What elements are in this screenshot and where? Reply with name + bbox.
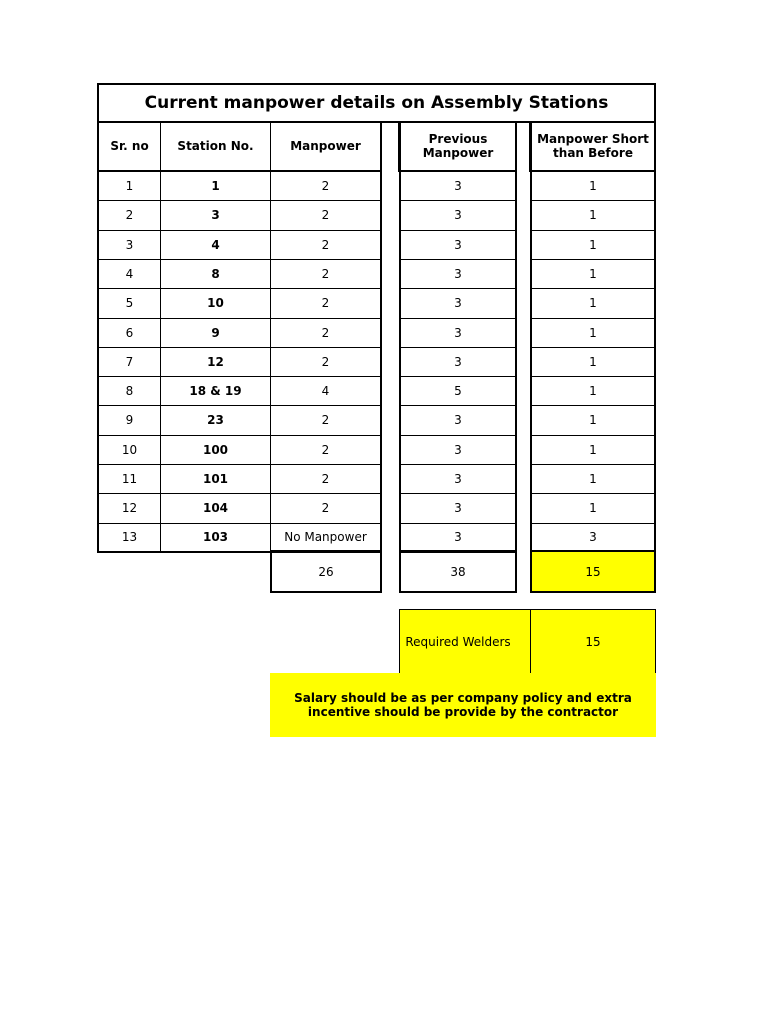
cell-station-no: 103 (160, 523, 271, 553)
cell-previous: 5 (399, 376, 517, 406)
cell-sr-no: 4 (97, 259, 161, 289)
cell-station-no: 101 (160, 464, 271, 494)
cell-manpower: 2 (270, 259, 382, 289)
required-welders-gap (516, 609, 531, 674)
cell-previous: 3 (399, 347, 517, 377)
header-manpower-short: Manpower Short than Before (530, 122, 656, 172)
header-gap-2 (516, 122, 531, 172)
cell-station-no: 8 (160, 259, 271, 289)
header-previous-manpower: Previous Manpower (399, 122, 517, 172)
required-welders-value: 15 (530, 609, 656, 674)
header-sr-no: Sr. no (97, 122, 161, 172)
cell-manpower: 4 (270, 376, 382, 406)
cell-previous: 3 (399, 200, 517, 231)
cell-manpower: 2 (270, 318, 382, 348)
cell-sr-no: 3 (97, 230, 161, 260)
cell-manpower: 2 (270, 171, 382, 201)
cell-manpower-short: 3 (530, 523, 656, 553)
header-manpower: Manpower (270, 122, 382, 172)
cell-manpower-short: 1 (530, 288, 656, 319)
cell-sr-no: 9 (97, 405, 161, 436)
cell-station-no: 1 (160, 171, 271, 201)
cell-previous: 3 (399, 405, 517, 436)
cell-manpower: No Manpower (270, 523, 382, 553)
cell-manpower: 2 (270, 405, 382, 436)
cell-station-no: 4 (160, 230, 271, 260)
cell-manpower: 2 (270, 347, 382, 377)
cell-sr-no: 12 (97, 493, 161, 524)
cell-station-no: 104 (160, 493, 271, 524)
cell-previous: 3 (399, 435, 517, 465)
total-previous-manpower: 38 (399, 550, 517, 593)
header-station-no: Station No. (160, 122, 271, 172)
cell-station-no: 100 (160, 435, 271, 465)
cell-manpower-short: 1 (530, 405, 656, 436)
cell-manpower: 2 (270, 200, 382, 231)
cell-sr-no: 6 (97, 318, 161, 348)
cell-manpower-short: 1 (530, 347, 656, 377)
cell-previous: 3 (399, 318, 517, 348)
cell-station-no: 10 (160, 288, 271, 319)
cell-manpower: 2 (270, 288, 382, 319)
cell-manpower-short: 1 (530, 171, 656, 201)
cell-previous: 3 (399, 288, 517, 319)
cell-previous: 3 (399, 464, 517, 494)
cell-manpower: 2 (270, 464, 382, 494)
cell-manpower-short: 1 (530, 230, 656, 260)
cell-sr-no: 11 (97, 464, 161, 494)
cell-manpower-short: 1 (530, 376, 656, 406)
cell-manpower-short: 1 (530, 493, 656, 524)
cell-sr-no: 7 (97, 347, 161, 377)
total-manpower: 26 (270, 550, 382, 593)
sheet-title: Current manpower details on Assembly Stations (97, 83, 656, 123)
cell-manpower: 2 (270, 435, 382, 465)
required-welders-label: Required Welders (399, 609, 517, 674)
cell-sr-no: 2 (97, 200, 161, 231)
cell-station-no: 12 (160, 347, 271, 377)
cell-manpower: 2 (270, 493, 382, 524)
salary-note: Salary should be as per company policy and extra incentive should be provide by the contractor (270, 673, 656, 737)
cell-manpower: 2 (270, 230, 382, 260)
cell-sr-no: 10 (97, 435, 161, 465)
cell-station-no: 23 (160, 405, 271, 436)
cell-manpower-short: 1 (530, 435, 656, 465)
cell-previous: 3 (399, 493, 517, 524)
cell-previous: 3 (399, 230, 517, 260)
cell-station-no: 9 (160, 318, 271, 348)
cell-manpower-short: 1 (530, 200, 656, 231)
cell-sr-no: 5 (97, 288, 161, 319)
cell-manpower-short: 1 (530, 464, 656, 494)
header-gap-1 (381, 122, 400, 172)
cell-sr-no: 13 (97, 523, 161, 553)
cell-sr-no: 1 (97, 171, 161, 201)
cell-station-no: 18 & 19 (160, 376, 271, 406)
cell-manpower-short: 1 (530, 259, 656, 289)
cell-sr-no: 8 (97, 376, 161, 406)
cell-manpower-short: 1 (530, 318, 656, 348)
cell-previous: 3 (399, 259, 517, 289)
total-manpower-short: 15 (530, 550, 656, 593)
cell-previous: 3 (399, 523, 517, 553)
cell-station-no: 3 (160, 200, 271, 231)
cell-previous: 3 (399, 171, 517, 201)
